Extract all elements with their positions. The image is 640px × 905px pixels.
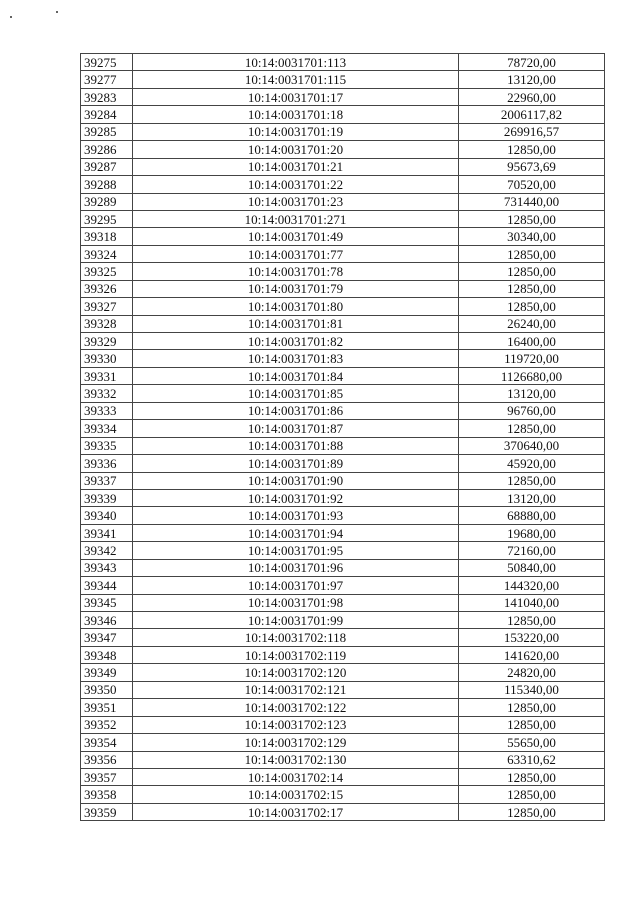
table-row — [81, 350, 605, 367]
table-row — [81, 315, 605, 332]
value-cell: 12850,00 — [459, 210, 605, 227]
cadastral-number-cell: 10:14:0031701:89 — [133, 455, 459, 472]
cadastral-number-cell: 10:14:0031701:99 — [133, 612, 459, 629]
table-row — [81, 472, 605, 489]
row-number-cell: 39286 — [81, 141, 133, 158]
table-row — [81, 228, 605, 245]
row-number-cell: 39356 — [81, 751, 133, 768]
cadastral-number-cell: 10:14:0031701:78 — [133, 263, 459, 280]
value-cell: 12850,00 — [459, 612, 605, 629]
cadastral-number-cell: 10:14:0031701:20 — [133, 141, 459, 158]
row-number-cell: 39337 — [81, 472, 133, 489]
cadastral-number-cell: 10:14:0031701:95 — [133, 542, 459, 559]
row-number-cell: 39287 — [81, 158, 133, 175]
table-row — [81, 280, 605, 297]
value-cell: 144320,00 — [459, 577, 605, 594]
cadastral-number-cell: 10:14:0031701:83 — [133, 350, 459, 367]
table-row — [81, 71, 605, 88]
cadastral-number-cell: 10:14:0031701:94 — [133, 524, 459, 541]
row-number-cell: 39357 — [81, 768, 133, 785]
row-number-cell: 39285 — [81, 123, 133, 140]
value-cell: 12850,00 — [459, 472, 605, 489]
cadastral-number-cell: 10:14:0031702:122 — [133, 699, 459, 716]
row-number-cell: 39295 — [81, 210, 133, 227]
scan-speck — [56, 11, 58, 13]
value-cell: 12850,00 — [459, 768, 605, 785]
row-number-cell: 39344 — [81, 577, 133, 594]
table-row — [81, 245, 605, 262]
table-row — [81, 88, 605, 105]
row-number-cell: 39327 — [81, 298, 133, 315]
value-cell: 1126680,00 — [459, 367, 605, 384]
value-cell: 731440,00 — [459, 193, 605, 210]
value-cell: 70520,00 — [459, 176, 605, 193]
table-row — [81, 141, 605, 158]
row-number-cell: 39289 — [81, 193, 133, 210]
cadastral-number-cell: 10:14:0031702:118 — [133, 629, 459, 646]
cadastral-number-cell: 10:14:0031701:87 — [133, 420, 459, 437]
cadastral-number-cell: 10:14:0031702:129 — [133, 734, 459, 751]
row-number-cell: 39329 — [81, 333, 133, 350]
value-cell: 12850,00 — [459, 298, 605, 315]
value-cell: 12850,00 — [459, 280, 605, 297]
row-number-cell: 39324 — [81, 245, 133, 262]
row-number-cell: 39334 — [81, 420, 133, 437]
table-row — [81, 158, 605, 175]
row-number-cell: 39275 — [81, 54, 133, 71]
value-cell: 141040,00 — [459, 594, 605, 611]
row-number-cell: 39330 — [81, 350, 133, 367]
value-cell: 68880,00 — [459, 507, 605, 524]
table-row — [81, 664, 605, 681]
table-row — [81, 437, 605, 454]
table-row — [81, 455, 605, 472]
value-cell: 16400,00 — [459, 333, 605, 350]
row-number-cell: 39352 — [81, 716, 133, 733]
cadastral-number-cell: 10:14:0031701:88 — [133, 437, 459, 454]
row-number-cell: 39358 — [81, 786, 133, 803]
row-number-cell: 39342 — [81, 542, 133, 559]
table-row — [81, 751, 605, 768]
row-number-cell: 39288 — [81, 176, 133, 193]
value-cell: 55650,00 — [459, 734, 605, 751]
value-cell: 45920,00 — [459, 455, 605, 472]
table-row — [81, 577, 605, 594]
table-row — [81, 734, 605, 751]
table-row — [81, 612, 605, 629]
scan-speck — [10, 16, 12, 18]
row-number-cell: 39346 — [81, 612, 133, 629]
row-number-cell: 39347 — [81, 629, 133, 646]
row-number-cell: 39348 — [81, 646, 133, 663]
cadastral-number-cell: 10:14:0031702:14 — [133, 768, 459, 785]
value-cell: 63310,62 — [459, 751, 605, 768]
row-number-cell: 39284 — [81, 106, 133, 123]
cadastral-number-cell: 10:14:0031701:22 — [133, 176, 459, 193]
value-cell: 96760,00 — [459, 402, 605, 419]
row-number-cell: 39341 — [81, 524, 133, 541]
row-number-cell: 39326 — [81, 280, 133, 297]
row-number-cell: 39332 — [81, 385, 133, 402]
cadastral-number-cell: 10:14:0031701:93 — [133, 507, 459, 524]
row-number-cell: 39336 — [81, 455, 133, 472]
row-number-cell: 39345 — [81, 594, 133, 611]
row-number-cell: 39349 — [81, 664, 133, 681]
table-row — [81, 629, 605, 646]
row-number-cell: 39350 — [81, 681, 133, 698]
cadastral-number-cell: 10:14:0031702:120 — [133, 664, 459, 681]
table-row — [81, 681, 605, 698]
table-row — [81, 106, 605, 123]
cadastral-number-cell: 10:14:0031701:19 — [133, 123, 459, 140]
row-number-cell: 39340 — [81, 507, 133, 524]
row-number-cell: 39343 — [81, 559, 133, 576]
value-cell: 370640,00 — [459, 437, 605, 454]
value-cell: 12850,00 — [459, 716, 605, 733]
cadastral-number-cell: 10:14:0031701:84 — [133, 367, 459, 384]
row-number-cell: 39325 — [81, 263, 133, 280]
value-cell: 12850,00 — [459, 141, 605, 158]
value-cell: 30340,00 — [459, 228, 605, 245]
registry-table-body — [81, 54, 605, 821]
cadastral-number-cell: 10:14:0031701:80 — [133, 298, 459, 315]
cadastral-number-cell: 10:14:0031701:271 — [133, 210, 459, 227]
value-cell: 22960,00 — [459, 88, 605, 105]
value-cell: 115340,00 — [459, 681, 605, 698]
table-row — [81, 54, 605, 71]
row-number-cell: 39359 — [81, 803, 133, 820]
value-cell: 12850,00 — [459, 245, 605, 262]
cadastral-number-cell: 10:14:0031701:92 — [133, 489, 459, 506]
table-row — [81, 193, 605, 210]
value-cell: 2006117,82 — [459, 106, 605, 123]
value-cell: 12850,00 — [459, 263, 605, 280]
table-row — [81, 298, 605, 315]
cadastral-number-cell: 10:14:0031701:49 — [133, 228, 459, 245]
value-cell: 12850,00 — [459, 699, 605, 716]
cadastral-number-cell: 10:14:0031702:15 — [133, 786, 459, 803]
value-cell: 26240,00 — [459, 315, 605, 332]
table-row — [81, 542, 605, 559]
table-row — [81, 210, 605, 227]
cadastral-number-cell: 10:14:0031701:21 — [133, 158, 459, 175]
value-cell: 13120,00 — [459, 385, 605, 402]
value-cell: 72160,00 — [459, 542, 605, 559]
row-number-cell: 39328 — [81, 315, 133, 332]
cadastral-number-cell: 10:14:0031701:115 — [133, 71, 459, 88]
cadastral-number-cell: 10:14:0031701:79 — [133, 280, 459, 297]
table-row — [81, 263, 605, 280]
cadastral-number-cell: 10:14:0031701:98 — [133, 594, 459, 611]
cadastral-number-cell: 10:14:0031701:85 — [133, 385, 459, 402]
cadastral-number-cell: 10:14:0031702:130 — [133, 751, 459, 768]
table-row — [81, 786, 605, 803]
cadastral-number-cell: 10:14:0031701:82 — [133, 333, 459, 350]
cadastral-number-cell: 10:14:0031701:96 — [133, 559, 459, 576]
cadastral-number-cell: 10:14:0031701:23 — [133, 193, 459, 210]
table-row — [81, 176, 605, 193]
value-cell: 24820,00 — [459, 664, 605, 681]
value-cell: 95673,69 — [459, 158, 605, 175]
value-cell: 19680,00 — [459, 524, 605, 541]
value-cell: 50840,00 — [459, 559, 605, 576]
row-number-cell: 39351 — [81, 699, 133, 716]
table-row — [81, 646, 605, 663]
registry-table — [80, 53, 605, 821]
table-row — [81, 594, 605, 611]
cadastral-number-cell: 10:14:0031702:119 — [133, 646, 459, 663]
value-cell: 13120,00 — [459, 489, 605, 506]
table-row — [81, 768, 605, 785]
cadastral-number-cell: 10:14:0031702:121 — [133, 681, 459, 698]
value-cell: 13120,00 — [459, 71, 605, 88]
cadastral-number-cell: 10:14:0031701:113 — [133, 54, 459, 71]
table-row — [81, 420, 605, 437]
cadastral-number-cell: 10:14:0031702:123 — [133, 716, 459, 733]
row-number-cell: 39333 — [81, 402, 133, 419]
cadastral-number-cell: 10:14:0031701:17 — [133, 88, 459, 105]
table-row — [81, 716, 605, 733]
value-cell: 141620,00 — [459, 646, 605, 663]
value-cell: 153220,00 — [459, 629, 605, 646]
cadastral-number-cell: 10:14:0031701:81 — [133, 315, 459, 332]
row-number-cell: 39335 — [81, 437, 133, 454]
table-row — [81, 402, 605, 419]
table-row — [81, 524, 605, 541]
cadastral-number-cell: 10:14:0031702:17 — [133, 803, 459, 820]
table-row — [81, 333, 605, 350]
row-number-cell: 39318 — [81, 228, 133, 245]
row-number-cell: 39283 — [81, 88, 133, 105]
cadastral-number-cell: 10:14:0031701:86 — [133, 402, 459, 419]
cadastral-number-cell: 10:14:0031701:90 — [133, 472, 459, 489]
row-number-cell: 39354 — [81, 734, 133, 751]
cadastral-number-cell: 10:14:0031701:77 — [133, 245, 459, 262]
row-number-cell: 39339 — [81, 489, 133, 506]
table-row — [81, 123, 605, 140]
table-row — [81, 385, 605, 402]
table-row — [81, 699, 605, 716]
row-number-cell: 39331 — [81, 367, 133, 384]
table-row — [81, 559, 605, 576]
table-row — [81, 507, 605, 524]
value-cell: 78720,00 — [459, 54, 605, 71]
table-row — [81, 803, 605, 820]
value-cell: 269916,57 — [459, 123, 605, 140]
value-cell: 12850,00 — [459, 420, 605, 437]
cadastral-number-cell: 10:14:0031701:97 — [133, 577, 459, 594]
table-row — [81, 489, 605, 506]
table-row — [81, 367, 605, 384]
cadastral-number-cell: 10:14:0031701:18 — [133, 106, 459, 123]
row-number-cell: 39277 — [81, 71, 133, 88]
value-cell: 119720,00 — [459, 350, 605, 367]
value-cell: 12850,00 — [459, 803, 605, 820]
value-cell: 12850,00 — [459, 786, 605, 803]
